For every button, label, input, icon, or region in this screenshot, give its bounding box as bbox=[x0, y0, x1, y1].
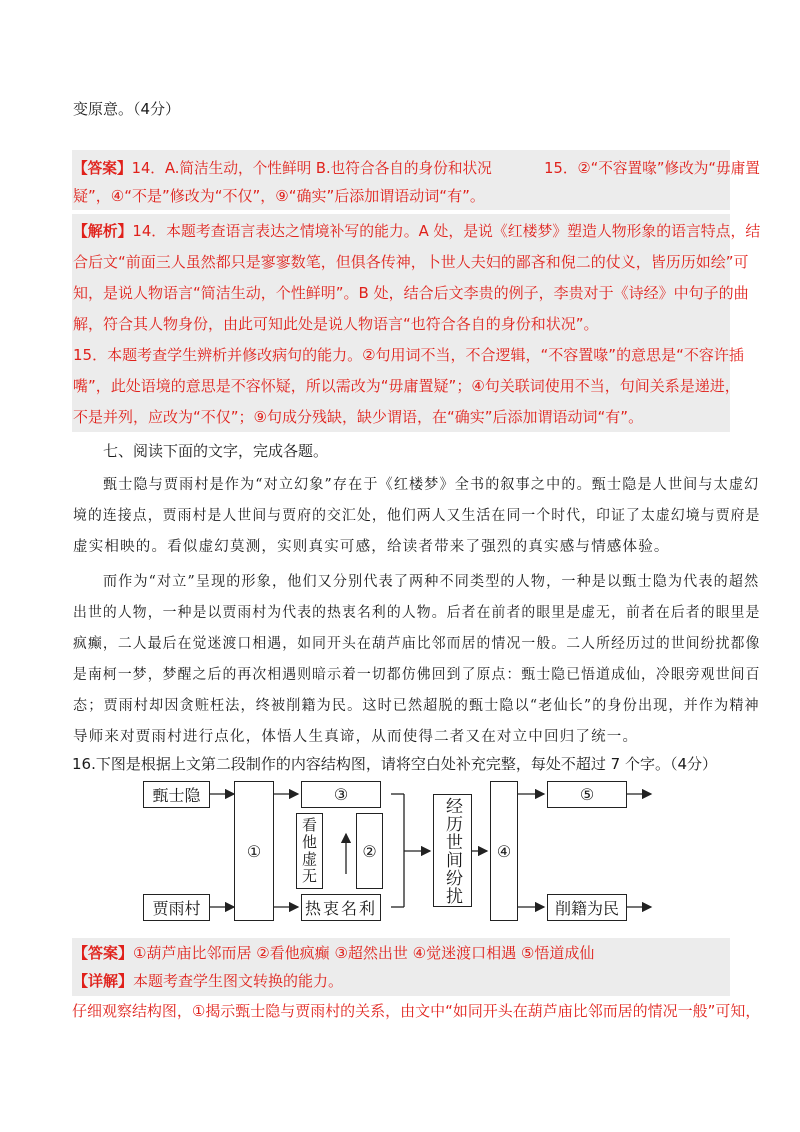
node-blank-3: ③ bbox=[301, 781, 381, 808]
node-jia-yucun: 贾雨村 bbox=[143, 894, 210, 921]
answer-15: 15．②“不容置喙”修改为“毋庸置 bbox=[544, 159, 760, 177]
passage-p2-line-2: 出世的人物，一种是以贾雨村为代表的热衷名利的人物。后者在前者的眼里是虚无，前者在后者的眼里是 bbox=[73, 605, 761, 621]
answer-16-tag: 【答案】 bbox=[73, 944, 134, 962]
answer-16-line bbox=[73, 942, 594, 963]
detail-16-text: 本题考查学生图文转换的能力。 bbox=[133, 972, 344, 990]
node-blank-5: ⑤ bbox=[547, 781, 627, 808]
analysis-line-1: 【解析】14．本题考查语言表达之情境补写的能力。A 处，是说《红楼梦》塑造人物形象的语言特点，结 bbox=[73, 222, 761, 240]
analysis-line-7: 不是并列，应改为“不仅”；⑨句成分残缺，缺少谓语，在“确实”后添加谓语动词“有”。 bbox=[73, 408, 644, 426]
node-kan-ta-xuwu: 看他虚无 bbox=[296, 813, 323, 889]
passage-p2-line-5: 态；贾雨村却因贪赃枉法，终被削籍为民。这时已然超脱的甄士隐以“老仙长”的身份出现，并作为精神 bbox=[73, 698, 760, 714]
node-jingli-shijian-fenrao: 经历世间纷扰 bbox=[433, 794, 472, 907]
passage-p2-line-3: 疯癫，二人最后在觉迷渡口相遇，如同开头在葫芦庙比邻而居的情况一般。二人所经历过的世间纷扰都像 bbox=[73, 636, 761, 652]
passage-p2-line-4: 是南柯一梦，梦醒之后的再次相遇则暗示着一切都仿佛回到了原点：甄士隐已悟道成仙，冷眼旁观世间百 bbox=[73, 667, 761, 683]
node-rexin-mingli: 热衷名利 bbox=[301, 894, 381, 921]
detail-16-last-line: 仔细观察结构图，①揭示甄士隐与贾雨村的关系，由文中“如同开头在葫芦庙比邻而居的情况一般”可知， bbox=[72, 1002, 761, 1020]
node-blank-4: ④ bbox=[490, 781, 518, 921]
passage-p1-line-1: 甄士隐与贾雨村是作为“对立幻象”存在于《红楼梦》全书的叙事之中的。甄士隐是人世间与太虚幻 bbox=[103, 477, 760, 493]
detail-16-line bbox=[73, 970, 343, 991]
analysis-line-5: 15．本题考查学生辨析并修改病句的能力。②句用词不当，不合逻辑，“不容置喙”的意思是“不容许插 bbox=[73, 346, 744, 364]
section-heading: 七、阅读下面的文字，完成各题。 bbox=[103, 442, 329, 460]
passage-p2-line-6: 导师来对贾雨村进行点化，体悟人生真谛，从而使得二者又在对立中回归了统一。 bbox=[73, 729, 639, 745]
node-blank-2: ② bbox=[356, 813, 383, 889]
analysis-tag: 【解析】 bbox=[73, 222, 133, 240]
answer-tag: 【答案】 bbox=[73, 159, 132, 177]
analysis-line-4: 解，符合其人物身份，由此可知此处是说人物语言“也符合各自的身份和状况”。 bbox=[73, 315, 599, 333]
node-blank-1: ① bbox=[234, 781, 274, 921]
answer-16-text: ①葫芦庙比邻而居 ②看他疯癫 ③超然出世 ④觉迷渡口相遇 ⑤悟道成仙 bbox=[133, 944, 595, 962]
intro-tail: 变原意。（4分） bbox=[73, 100, 181, 118]
analysis-line-2: 合后文“前面三人虽然都只是寥寥数笔，但俱各传神，卜世人夫妇的鄙吝和倪二的仗义，皆历历如绘”可 bbox=[73, 253, 749, 271]
answer-line-2: 疑”，④“不是”修改为“不仅”，⑨“确实”后添加谓语动词“有”。 bbox=[73, 187, 485, 205]
analysis-line-3: 知，是说人物语言“简洁生动，个性鲜明”。B 处，结合后文李贵的例子，李贵对于《诗经》中句子的曲 bbox=[73, 284, 749, 302]
passage-p1-line-3: 虚实相映的。看似虚幻莫测，实则真实可感，给读者带来了强烈的真实感与情感体验。 bbox=[73, 539, 670, 555]
node-zhen-shiyin: 甄士隐 bbox=[143, 781, 210, 808]
passage-p2-line-1: 而作为“对立”呈现的形象，他们又分别代表了两种不同类型的人物，一种是以甄士隐为代表的超然 bbox=[103, 574, 760, 590]
analysis-line-6: 嘴”，此处语境的意思是不容怀疑，所以需改为“毋庸置疑”；④句关联词使用不当，句间关系是递进， bbox=[73, 377, 740, 395]
question-16: 16.下图是根据上文第二段制作的内容结构图，请将空白处补充完整，每处不超过 7 个字。（4分） bbox=[72, 755, 717, 773]
detail-16-tag: 【详解】 bbox=[73, 972, 134, 990]
passage-p1-line-2: 境的连接点，贾雨村是人世间与贾府的交汇处，他们两人又生活在同一个时代，印证了太虚幻境与贾府是 bbox=[73, 508, 761, 524]
answer-14: 14．A.简洁生动，个性鲜明 B.也符合各自的身份和状况 bbox=[131, 159, 492, 177]
node-xueji-weimin: 削籍为民 bbox=[547, 894, 627, 921]
